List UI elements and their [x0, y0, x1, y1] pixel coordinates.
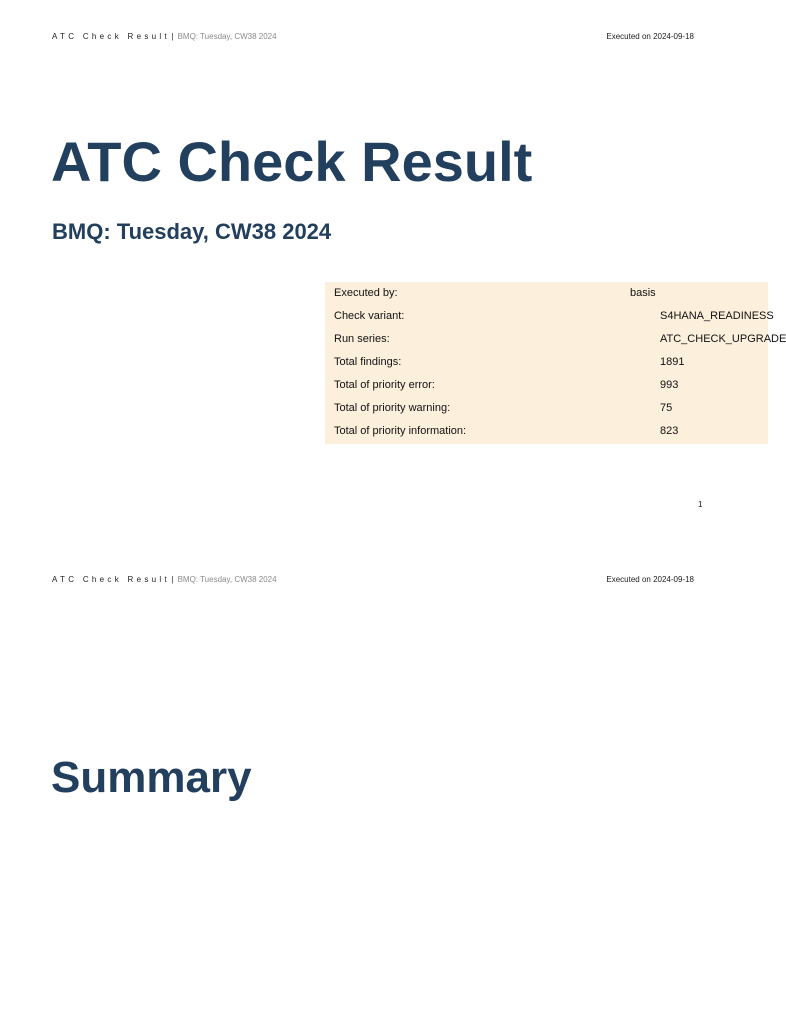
- info-label: Total findings:: [334, 356, 402, 368]
- info-label: Total of priority warning:: [334, 402, 451, 414]
- running-header-title: ATC Check Result: [52, 32, 171, 41]
- info-label: Executed by:: [334, 287, 398, 299]
- info-row-executed-by: [325, 282, 768, 305]
- running-header-left: [52, 31, 277, 43]
- running-header-executed-date: Executed on 2024-09-18: [606, 575, 694, 584]
- info-row-priority-warning: [325, 397, 768, 420]
- running-header-separator: |: [171, 575, 174, 584]
- info-value: 823: [660, 425, 679, 437]
- info-row-priority-information: [325, 420, 768, 443]
- running-header-separator: |: [171, 32, 174, 41]
- running-header-title: ATC Check Result: [52, 575, 171, 584]
- info-row-priority-error: [325, 374, 768, 397]
- info-label: Total of priority error:: [334, 379, 435, 391]
- report-subtitle: BMQ: Tuesday, CW38 2024: [52, 219, 332, 244]
- running-header-subtitle: BMQ: Tuesday, CW38 2024: [177, 575, 277, 584]
- info-value: 993: [660, 379, 679, 391]
- report-title: ATC Check Result: [51, 130, 533, 193]
- info-label: Total of priority information:: [334, 425, 467, 437]
- info-value: basis: [630, 287, 656, 299]
- summary-heading: Summary: [51, 753, 252, 802]
- running-header-left: [52, 574, 277, 586]
- info-row-check-variant: [325, 305, 774, 328]
- page1-running-header: [52, 31, 694, 43]
- info-value: 1891: [660, 356, 685, 368]
- info-value: 75: [660, 402, 673, 414]
- info-value: S4HANA_READINESS: [660, 310, 774, 322]
- info-label: Check variant:: [334, 310, 405, 322]
- running-header-subtitle: BMQ: Tuesday, CW38 2024: [177, 32, 277, 41]
- execution-info-table: [325, 282, 786, 444]
- running-header-executed-date: Executed on 2024-09-18: [606, 32, 694, 41]
- page2-running-header: [52, 574, 694, 586]
- info-row-run-series: [325, 328, 786, 351]
- page-number: 1: [698, 500, 703, 509]
- info-value: ATC_CHECK_UPGRADE: [660, 333, 786, 345]
- info-label: Run series:: [334, 333, 390, 345]
- info-row-total-findings: [325, 351, 768, 374]
